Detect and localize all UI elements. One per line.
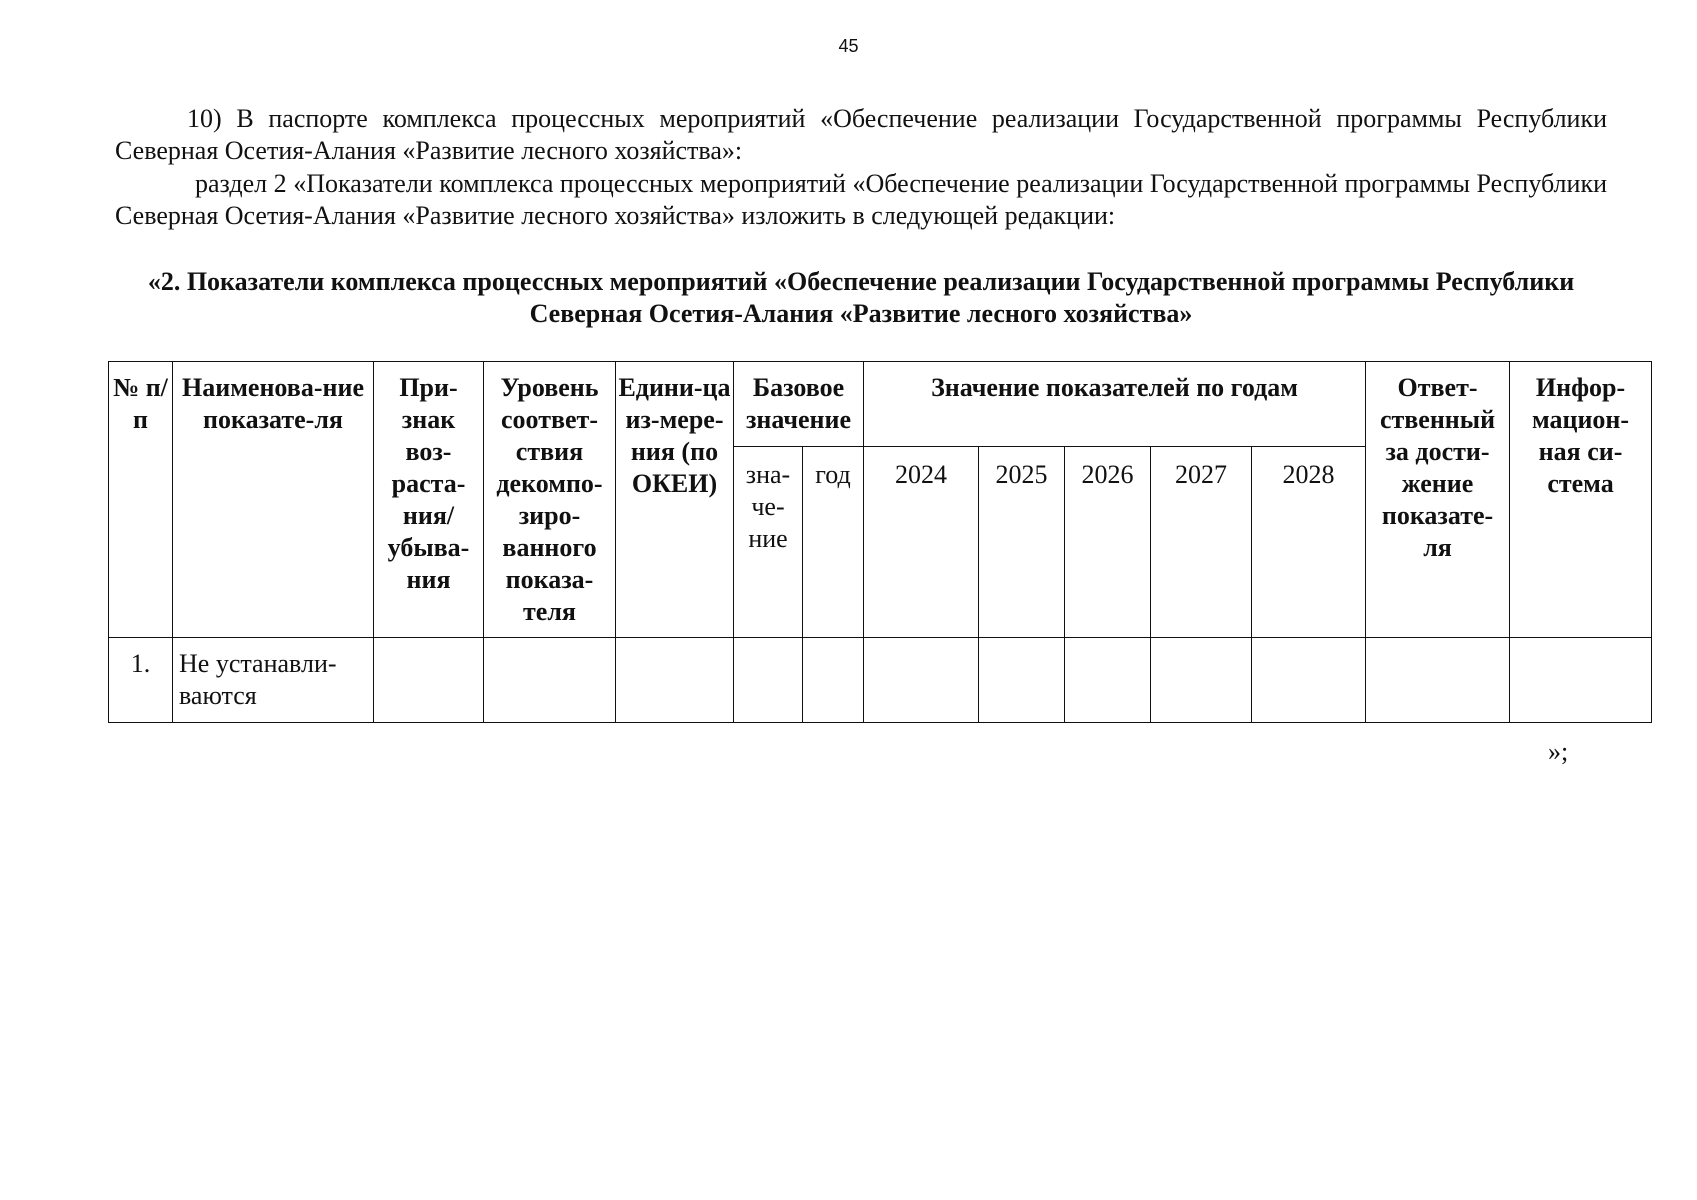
header-num: № п/п (109, 362, 173, 638)
cell-name: Не устанавли-ваются (173, 638, 374, 723)
cell-num: 1. (109, 638, 173, 723)
header-responsible: Ответ-ственный за дости-жение показате-ля (1366, 362, 1510, 638)
paragraph-amendment-intro: 10) В паспорте комплекса процессных мероприятий «Обеспечение реализации Государственной программы Республики Северная Осетия-Алания «Развитие лесного хозяйства»: (115, 104, 1607, 165)
header-name: Наименова-ние показате-ля (173, 362, 374, 638)
cell-base-year (803, 638, 864, 723)
cell-level (484, 638, 616, 723)
table-row (109, 638, 1652, 723)
header-year-2024: 2024 (864, 447, 979, 638)
header-year-2028: 2028 (1252, 447, 1366, 638)
cell-year-2025 (979, 638, 1065, 723)
header-year-2025: 2025 (979, 447, 1065, 638)
header-year-2026: 2026 (1065, 447, 1151, 638)
header-base-value: зна-че-ние (734, 447, 803, 638)
header-unit: Едини-ца из-мере-ния (по ОКЕИ) (616, 362, 734, 638)
header-sign: При-знак воз-раста-ния/ убыва-ния (374, 362, 484, 638)
cell-sign (374, 638, 484, 723)
indicators-table (108, 361, 1652, 723)
cell-unit (616, 638, 734, 723)
header-level: Уровень соответ-ствия декомпо-зиро-ванного показа-теля (484, 362, 616, 638)
cell-year-2026 (1065, 638, 1151, 723)
cell-year-2028 (1252, 638, 1366, 723)
page-number: 45 (838, 36, 859, 56)
header-base-group: Базовое значение (734, 362, 864, 447)
section-heading: «2. Показатели комплекса процессных мероприятий «Обеспечение реализации Государственной программы Республики Северная Осетия-Алания «Развитие лесного хозяйства» (147, 267, 1575, 328)
cell-responsible (1366, 638, 1510, 723)
cell-year-2027 (1151, 638, 1252, 723)
cell-info-system (1510, 638, 1652, 723)
paragraph-section-replacement: раздел 2 «Показатели комплекса процессных мероприятий «Обеспечение реализации Государственной программы Республики Северная Осетия-Алания «Развитие лесного хозяйства» изложить в следующей редакции: (115, 169, 1607, 230)
closing-quote-mark: »; (1548, 737, 1569, 766)
cell-year-2024 (864, 638, 979, 723)
header-base-year: год (803, 447, 864, 638)
header-info-system: Инфор-мацион-ная си-стема (1510, 362, 1652, 638)
cell-base-value (734, 638, 803, 723)
header-row-top (109, 362, 1652, 447)
header-years-group: Значение показателей по годам (864, 362, 1366, 447)
header-year-2027: 2027 (1151, 447, 1252, 638)
